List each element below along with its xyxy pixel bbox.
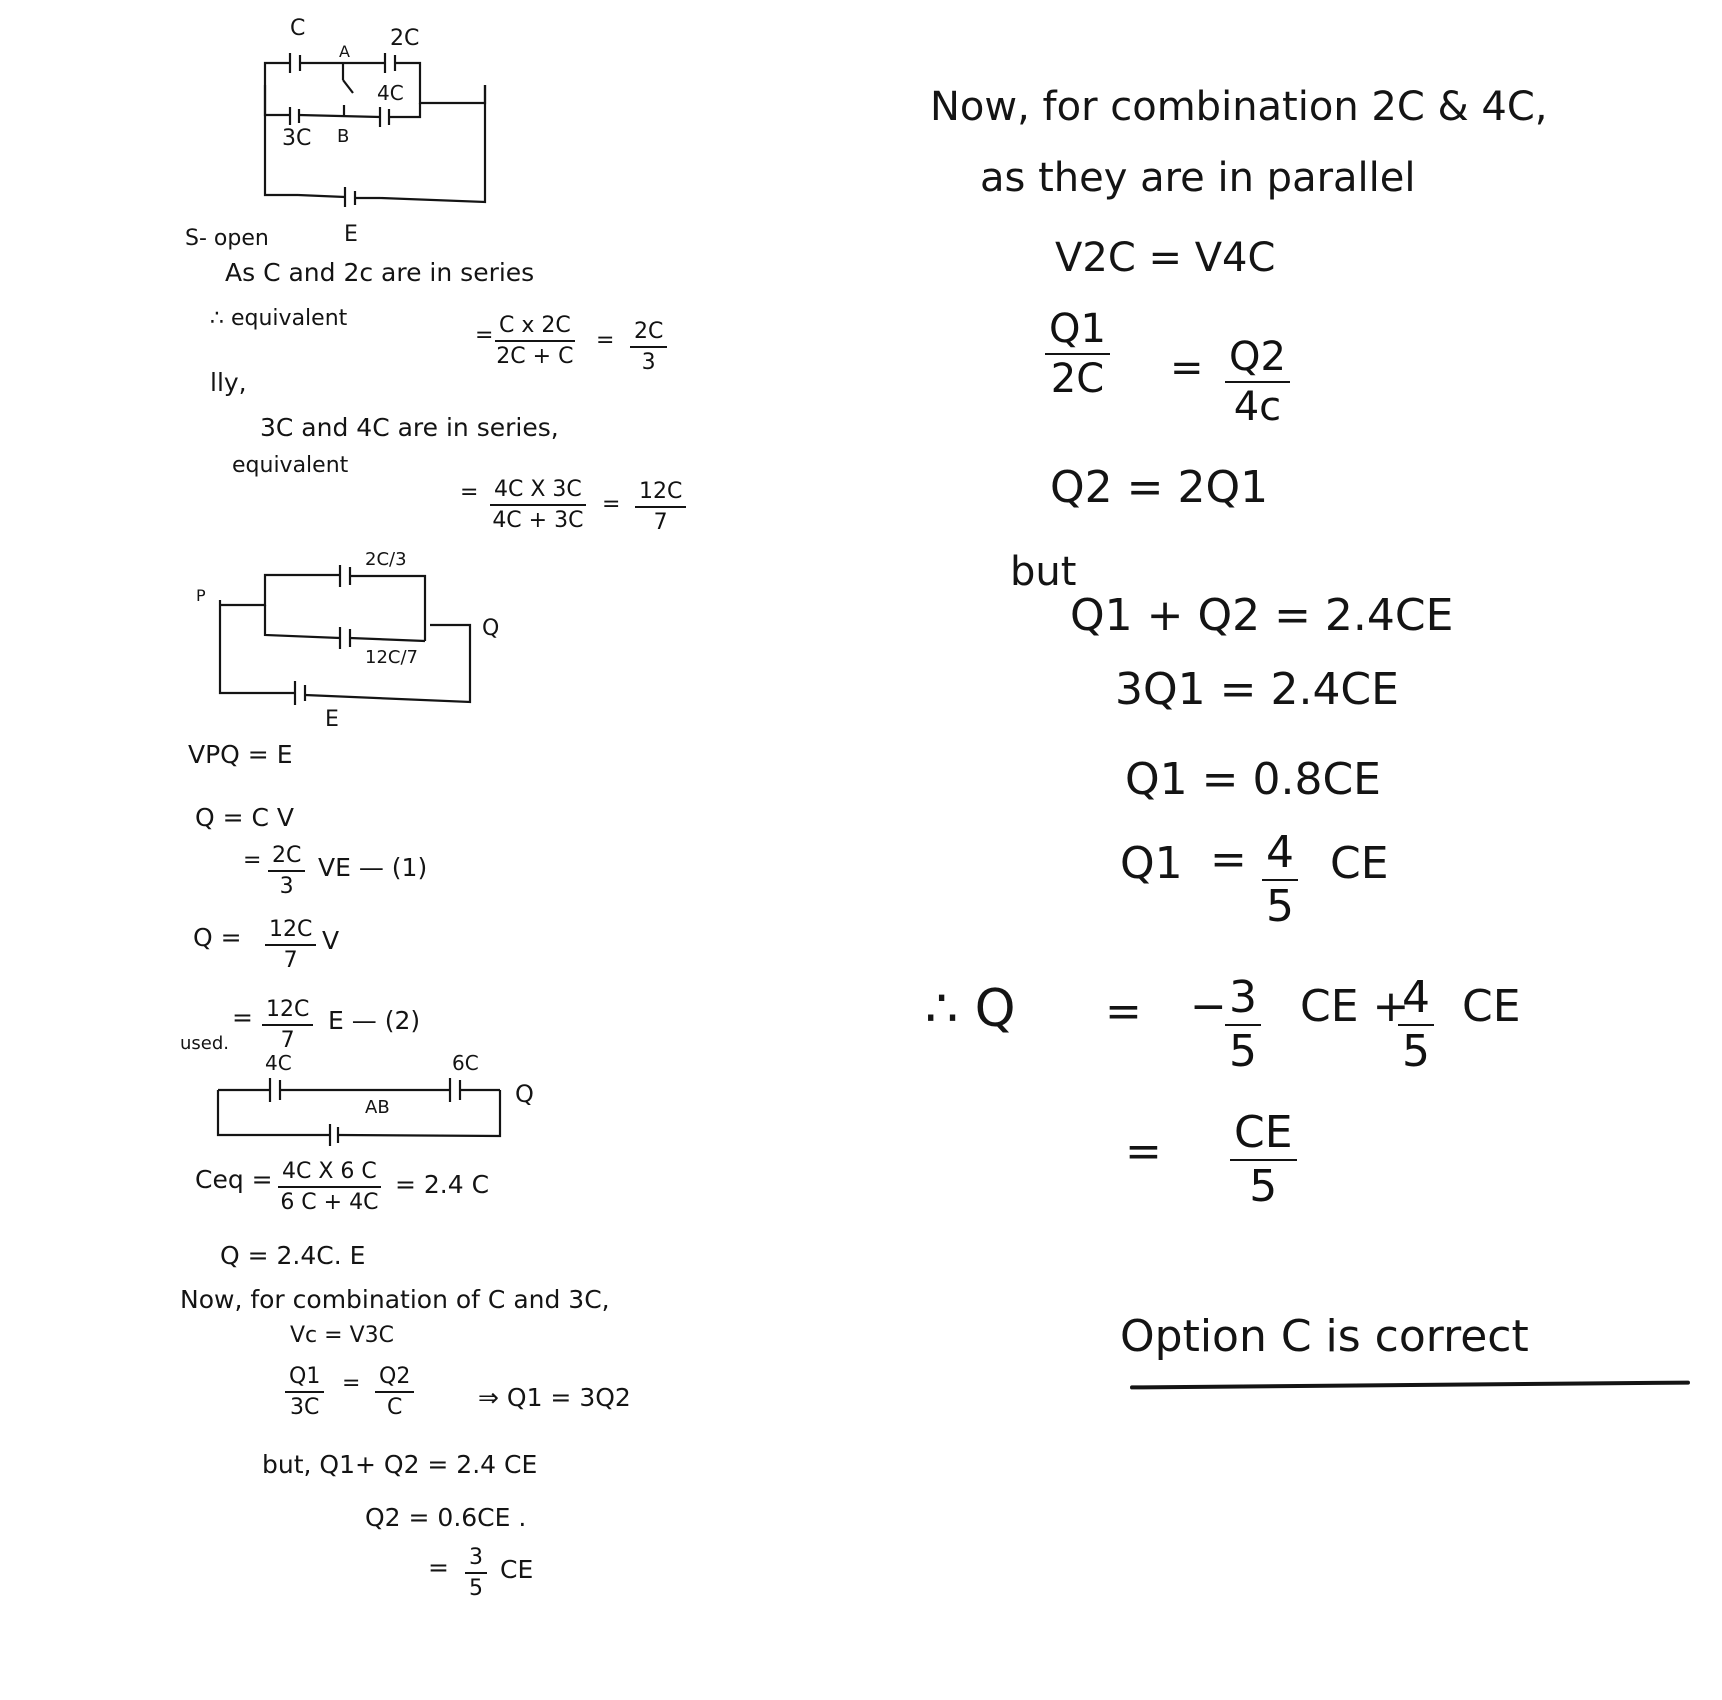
eq1-prefix: = [475,323,494,348]
result-denominator: 5 [1249,1161,1278,1213]
series-statement-1: As C and 2c are in series [225,258,535,287]
q1-suffix: VE — (1) [318,853,428,882]
s-open-label: S- open [185,226,269,251]
q3-prefix: = [232,1003,253,1032]
circuit-diagram-1 [255,15,515,247]
ceq-numerator: 4C X 6 C [278,1160,381,1188]
eq1-denominator: 2C + C [496,344,574,370]
eq1-result [630,320,667,374]
circuit2-top-cap-label: 2C/3 [365,549,407,570]
q3-fraction [262,998,313,1052]
q-cv-line: Q = C V [195,803,295,832]
q3-suffix: E — (2) [328,1006,421,1035]
q-term-1-numerator: 3 [1225,975,1261,1026]
q3-numerator: 12C [262,998,313,1026]
q-expression-negative: − [1190,981,1227,1032]
q1-fraction-numerator: 4 [1262,830,1298,881]
final-suffix: CE [500,1555,534,1584]
charge-ratio-equals: = [1170,345,1204,391]
charge-ratio-a-numerator: Q1 [1045,308,1110,355]
charge-ratio-b-numerator: Q2 [1225,336,1290,383]
result-fraction [1230,1107,1297,1213]
right-heading-line-2: as they are in parallel [980,155,1416,201]
q-term-1-fraction [1225,972,1261,1078]
final-fraction [465,1546,487,1600]
equivalent-label-1: ∴ equivalent [210,306,348,331]
q1-0-8ce-line: Q1 = 0.8CE [1125,754,1381,805]
circuit3-label-ab: AB [365,1097,390,1118]
used-label: used. [180,1033,230,1054]
vpq-line: VPQ = E [188,740,293,769]
q-term-2-fraction [1398,972,1434,1078]
eq2-numerator: 4C X 3C [490,478,586,506]
vc-line: Vc = V3C [290,1323,394,1348]
eq1-numerator: C x 2C [495,314,575,342]
charge-ratio-frac-b [1225,336,1290,428]
circuit1-label-e: E [344,222,358,247]
final-numerator: 3 [465,1546,487,1574]
circuit-diagram-2 [190,545,520,735]
q1-frac-equals: = [1210,834,1247,885]
eq2-result [635,480,686,534]
ceq-denominator: 6 C + 4C [280,1190,379,1216]
q-term-1-denominator: 5 [1229,1026,1257,1078]
eq2-result-denominator: 7 [653,510,668,536]
result-numerator: CE [1230,1110,1297,1161]
series-statement-2: 3C and 4C are in series, [260,413,559,442]
ratio-frac-b [375,1365,414,1419]
circuit2-bottom-cap-label: 12C/7 [365,647,418,668]
ratio-equals: = [342,1371,361,1396]
q1-fraction [268,844,305,898]
eq1-result-numerator: 2C [630,320,667,348]
q1-frac-prefix: Q1 [1120,838,1183,889]
circuit3-label-q: Q [515,1080,534,1108]
answer-underline [1130,1381,1690,1390]
q2-equals-2q1: Q2 = 2Q1 [1050,462,1269,513]
eq1-equals: = [596,328,615,353]
q2-fraction [265,918,316,972]
ratio-a-denominator: 3C [289,1395,320,1421]
q1-fraction-denominator: 5 [1266,881,1294,933]
circuit2-label-p: P [196,586,206,605]
q-2-4ce-line: Q = 2.4C. E [220,1241,366,1270]
result-equals: = [1125,1126,1162,1177]
charge-sum-line: Q1 + Q2 = 2.4CE [1070,590,1454,641]
ily-label: lly, [210,368,247,397]
now-combination-c-3c: Now, for combination of C and 3C, [180,1285,610,1314]
charge-ratio-b-denominator: 4c [1233,384,1282,430]
q3-denominator: 7 [280,1028,295,1054]
circuit1-label-4c: 4C [377,81,404,105]
circuit1-label-2c: 2C [390,26,420,51]
ceq-result: = 2.4 C [395,1170,490,1199]
circuit2-label-e: E [325,707,339,732]
q1-frac-suffix: CE [1330,838,1389,889]
ceq-prefix: Ceq = [195,1165,273,1194]
q-expression-end: CE [1462,981,1521,1032]
eq1-result-denominator: 3 [641,350,656,376]
circuit-diagram-3 [210,1050,550,1150]
q1-fraction [1262,827,1298,933]
circuit2-label-q: Q [482,616,500,641]
equivalent-label-2: equivalent [232,453,349,478]
q1-numerator: 2C [268,844,305,872]
ratio-b-denominator: C [386,1395,403,1421]
eq1-fraction [495,314,575,368]
eq2-fraction [490,478,586,532]
ratio-frac-a [285,1365,324,1419]
eq2-prefix: = [460,480,479,505]
circuit3-label-6c: 6C [452,1051,479,1075]
ceq-fraction [278,1160,381,1214]
q-term-2-numerator: 4 [1398,975,1434,1026]
voltage-equality: V2C = V4C [1055,235,1276,281]
q2-denominator: 7 [283,948,298,974]
q-expression-middle: CE + [1300,981,1410,1032]
q-expression-equals: = [1105,986,1142,1037]
q1-prefix: = [243,848,262,873]
q2-0-6ce-line: Q2 = 0.6CE . [365,1503,527,1532]
three-q1-line: 3Q1 = 2.4CE [1115,664,1399,715]
circuit1-label-c: C [290,16,306,41]
ratio-b-numerator: Q2 [375,1365,414,1393]
final-denominator: 5 [469,1576,483,1602]
eq2-equals: = [602,492,621,517]
but-sum-line: but, Q1+ Q2 = 2.4 CE [262,1450,538,1479]
q2-suffix: V [322,926,340,955]
ratio-a-numerator: Q1 [285,1365,324,1393]
but-label: but [1010,549,1077,595]
answer-statement: Option C is correct [1120,1311,1529,1362]
charge-ratio-frac-a [1045,308,1110,400]
eq2-result-numerator: 12C [635,480,686,508]
circuit1-label-3c: 3C [282,126,312,151]
final-prefix: = [428,1553,449,1582]
q2-numerator: 12C [265,918,316,946]
q-term-2-denominator: 5 [1402,1026,1430,1078]
q1-denominator: 3 [279,874,294,900]
implies-line: ⇒ Q1 = 3Q2 [478,1383,631,1412]
charge-ratio-a-denominator: 2C [1050,356,1105,402]
right-heading-line-1: Now, for combination 2C & 4C, [930,84,1548,130]
circuit1-label-b: B [337,126,350,147]
q2-prefix: Q = [193,923,242,952]
circuit1-label-a: A [339,42,350,61]
eq2-denominator: 4C + 3C [492,508,584,534]
therefore-q: ∴ Q [925,979,1016,1039]
circuit3-label-4c: 4C [265,1051,292,1075]
